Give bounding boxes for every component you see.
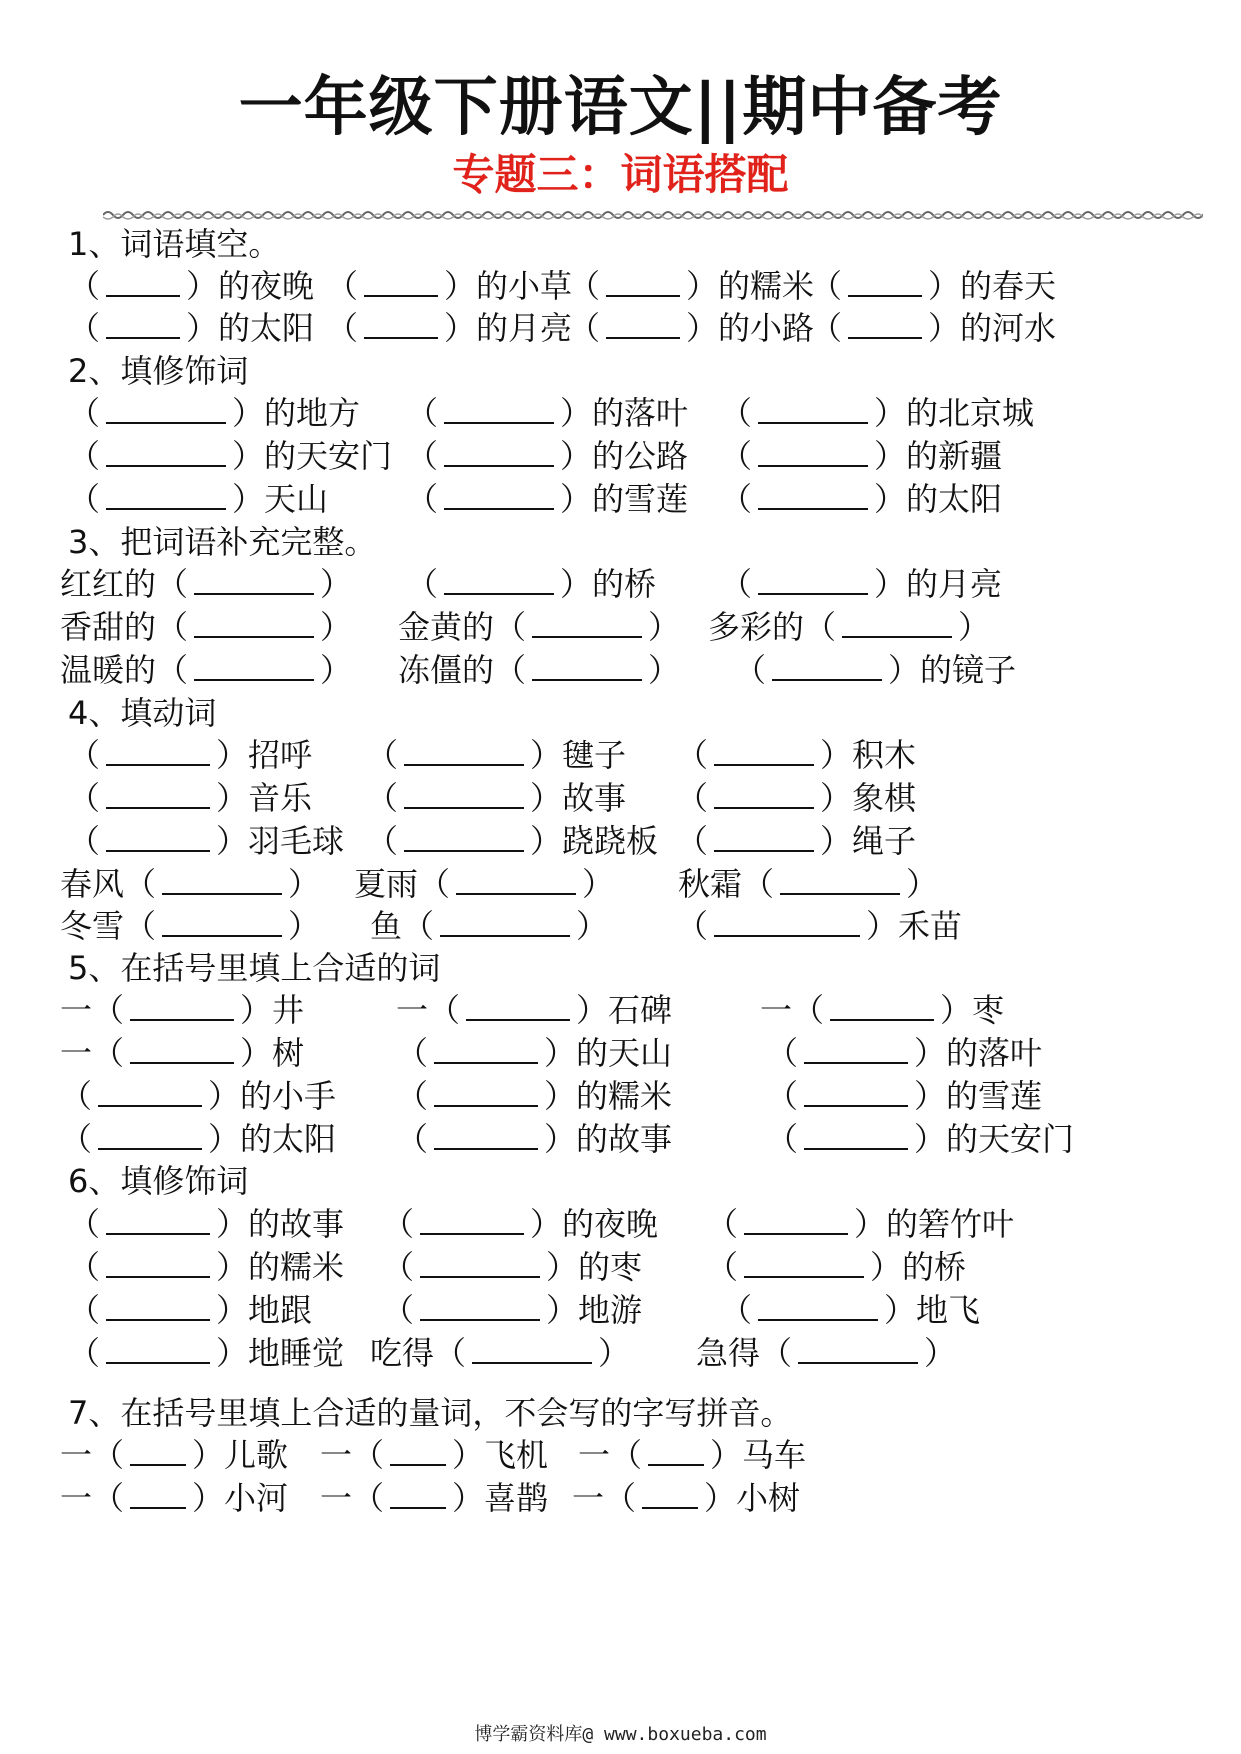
item-suffix: ） (598, 1334, 631, 1372)
answer-blank[interactable] (758, 443, 868, 467)
fill-item (68, 393, 360, 433)
fill-item (578, 1435, 806, 1475)
fill-item (68, 1333, 344, 1373)
answer-blank[interactable] (842, 614, 952, 638)
item-suffix: ）的故事 (544, 1120, 673, 1158)
fill-item (766, 1076, 1042, 1116)
item-suffix: ） (320, 651, 353, 689)
fill-item (60, 864, 320, 904)
answer-blank[interactable] (772, 657, 882, 681)
answer-blank[interactable] (804, 1083, 908, 1107)
answer-blank[interactable] (390, 1442, 446, 1466)
item-prefix: 金黄的（ (398, 608, 527, 646)
fill-item (766, 1033, 1042, 1073)
answer-blank[interactable] (106, 273, 180, 297)
fill-item (810, 266, 1056, 306)
item-prefix: （ (68, 309, 101, 347)
answer-blank[interactable] (472, 1340, 592, 1364)
item-suffix: ）喜鹊 (452, 1479, 549, 1517)
item-suffix: ）地飞 (884, 1291, 981, 1329)
fill-item (326, 308, 572, 348)
item-prefix: （ (68, 394, 101, 432)
answer-blank[interactable] (606, 273, 680, 297)
answer-blank[interactable] (444, 486, 554, 510)
fill-item (382, 1290, 642, 1330)
item-suffix: ） (320, 565, 353, 603)
item-prefix: 急得（ (696, 1334, 793, 1372)
answer-blank[interactable] (466, 997, 570, 1021)
item-prefix: 温暖的（ (60, 651, 189, 689)
fill-item (396, 1033, 672, 1073)
item-prefix: （ (396, 1034, 429, 1072)
answer-blank[interactable] (130, 1485, 186, 1509)
answer-blank[interactable] (98, 1126, 202, 1150)
fill-item (60, 1478, 288, 1518)
fill-item (766, 1119, 1074, 1159)
fill-item (370, 906, 608, 946)
item-suffix: ）的太阳 (874, 480, 1003, 518)
fill-item (406, 436, 688, 476)
answer-blank[interactable] (98, 1083, 202, 1107)
fill-item (60, 607, 352, 647)
item-suffix: ）的月亮 (874, 565, 1003, 603)
section-heading: 1、词语填空。 (68, 225, 281, 263)
fill-item (382, 1204, 658, 1244)
item-suffix: ）毽子 (530, 736, 627, 774)
fill-item (396, 1076, 672, 1116)
answer-blank[interactable] (162, 913, 282, 937)
fill-item (60, 564, 352, 604)
item-suffix: ）井 (240, 991, 305, 1029)
item-suffix: ）的小草 (444, 267, 573, 305)
answer-blank[interactable] (744, 1254, 864, 1278)
item-prefix: （ (366, 736, 399, 774)
answer-blank[interactable] (364, 315, 438, 339)
item-prefix: （ (68, 437, 101, 475)
fill-item (676, 821, 916, 861)
item-prefix: 一（ (320, 1479, 385, 1517)
item-prefix: （ (406, 480, 439, 518)
answer-blank[interactable] (420, 1297, 540, 1321)
item-suffix: ）的夜晚 (186, 267, 315, 305)
item-suffix: ）的落叶 (560, 394, 689, 432)
answer-blank[interactable] (434, 1083, 538, 1107)
item-suffix: ）的落叶 (914, 1034, 1043, 1072)
item-prefix: 吃得（ (370, 1334, 467, 1372)
item-prefix: （ (706, 1205, 739, 1243)
answer-blank[interactable] (106, 1340, 210, 1364)
answer-blank[interactable] (444, 400, 554, 424)
answer-blank[interactable] (106, 742, 210, 766)
fill-item (810, 308, 1056, 348)
item-prefix: 春风（ (60, 865, 157, 903)
fill-item (370, 1333, 630, 1373)
item-suffix: ）的河水 (928, 309, 1057, 347)
answer-blank[interactable] (804, 1126, 908, 1150)
item-prefix: （ (68, 267, 101, 305)
item-prefix: （ (406, 394, 439, 432)
item-prefix: 香甜的（ (60, 608, 189, 646)
answer-blank[interactable] (714, 828, 814, 852)
section-heading: 5、在括号里填上合适的词 (68, 949, 441, 987)
item-prefix: （ (68, 822, 101, 860)
answer-blank[interactable] (830, 997, 934, 1021)
item-suffix: ）的糯米 (544, 1077, 673, 1115)
fill-item (696, 1333, 956, 1373)
answer-blank[interactable] (444, 443, 554, 467)
fill-item (60, 1033, 304, 1073)
fill-item (406, 564, 656, 604)
item-prefix: 夏雨（ (354, 865, 451, 903)
section-heading: 7、在括号里填上合适的量词，不会写的字写拼音。 (68, 1394, 793, 1432)
answer-blank[interactable] (404, 785, 524, 809)
item-prefix: （ (766, 1034, 799, 1072)
fill-item (68, 266, 314, 306)
item-prefix: （ (396, 1077, 429, 1115)
item-suffix: ）的天山 (544, 1034, 673, 1072)
fill-item (354, 864, 614, 904)
item-suffix: ）的雪莲 (560, 480, 689, 518)
fill-item (60, 1119, 336, 1159)
item-prefix: （ (396, 1120, 429, 1158)
fill-item (60, 1076, 336, 1116)
item-suffix: ）绳子 (820, 822, 917, 860)
answer-blank[interactable] (532, 614, 642, 638)
item-suffix: ）的桥 (870, 1248, 967, 1286)
fill-item (68, 479, 328, 519)
item-prefix: （ (568, 267, 601, 305)
item-suffix: ）天山 (232, 480, 329, 518)
fill-item (406, 393, 688, 433)
item-prefix: （ (406, 437, 439, 475)
item-prefix: （ (720, 1291, 753, 1329)
fill-item (320, 1435, 548, 1475)
fill-item (320, 1478, 548, 1518)
item-prefix: 一（ (320, 1436, 385, 1474)
fill-item (68, 436, 392, 476)
item-prefix: （ (68, 1291, 101, 1329)
fill-item (734, 650, 1016, 690)
item-prefix: （ (68, 736, 101, 774)
answer-blank[interactable] (456, 871, 576, 895)
item-suffix: ） (576, 907, 609, 945)
answer-blank[interactable] (106, 486, 226, 510)
item-suffix: ）的北京城 (874, 394, 1035, 432)
answer-blank[interactable] (780, 871, 900, 895)
item-suffix: ）禾苗 (866, 907, 963, 945)
fill-item (60, 1435, 288, 1475)
item-prefix: 一（ (396, 991, 461, 1029)
wavy-divider (103, 208, 1203, 222)
fill-item (720, 393, 1034, 433)
answer-blank[interactable] (106, 400, 226, 424)
item-prefix: （ (568, 309, 601, 347)
section-heading: 6、填修饰词 (68, 1162, 249, 1200)
item-suffix: ） (320, 608, 353, 646)
item-suffix: ） (648, 651, 681, 689)
item-prefix: （ (68, 779, 101, 817)
item-suffix: ）的小路 (686, 309, 815, 347)
item-prefix: （ (60, 1120, 93, 1158)
fill-item (366, 778, 626, 818)
fill-item (760, 990, 1004, 1030)
fill-item (68, 1247, 344, 1287)
answer-blank[interactable] (642, 1485, 698, 1509)
item-suffix: ）儿歌 (192, 1436, 289, 1474)
item-prefix: 一（ (60, 1436, 125, 1474)
answer-blank[interactable] (714, 785, 814, 809)
fill-item (396, 990, 672, 1030)
section-heading: 4、填动词 (68, 694, 217, 732)
item-prefix: （ (68, 1248, 101, 1286)
answer-blank[interactable] (606, 315, 680, 339)
item-suffix: ）故事 (530, 779, 627, 817)
item-prefix: （ (720, 394, 753, 432)
answer-blank[interactable] (420, 1211, 524, 1235)
item-prefix: （ (720, 437, 753, 475)
answer-blank[interactable] (758, 1297, 878, 1321)
answer-blank[interactable] (434, 1040, 538, 1064)
answer-blank[interactable] (404, 828, 524, 852)
item-suffix: ）小树 (704, 1479, 801, 1517)
fill-item (382, 1247, 642, 1287)
item-suffix: ）枣 (940, 991, 1005, 1029)
fill-item (398, 607, 680, 647)
fill-item (326, 266, 572, 306)
answer-blank[interactable] (162, 871, 282, 895)
item-prefix: 多彩的（ (708, 608, 837, 646)
fill-item (406, 479, 688, 519)
item-prefix: 一（ (760, 991, 825, 1029)
answer-blank[interactable] (106, 828, 210, 852)
page-title: 一年级下册语文||期中备考 (238, 71, 1003, 145)
item-suffix: ）积木 (820, 736, 917, 774)
fill-item (676, 735, 916, 775)
answer-blank[interactable] (420, 1254, 540, 1278)
item-suffix: ）招呼 (216, 736, 313, 774)
section-heading: 2、填修饰词 (68, 352, 249, 390)
fill-item (720, 436, 1002, 476)
item-prefix: （ (382, 1205, 415, 1243)
fill-item (68, 735, 312, 775)
item-suffix: ） (648, 608, 681, 646)
item-suffix: ） (582, 865, 615, 903)
item-prefix: （ (766, 1120, 799, 1158)
item-prefix: （ (706, 1248, 739, 1286)
item-suffix: ）地跟 (216, 1291, 313, 1329)
item-prefix: 冬雪（ (60, 907, 157, 945)
item-suffix: ）的箬竹叶 (854, 1205, 1015, 1243)
item-prefix: （ (60, 1077, 93, 1115)
item-prefix: （ (676, 779, 709, 817)
item-suffix: ）的夜晚 (530, 1205, 659, 1243)
item-prefix: （ (366, 822, 399, 860)
item-suffix: ）的天安门 (914, 1120, 1075, 1158)
item-suffix: ）音乐 (216, 779, 313, 817)
item-prefix: （ (676, 736, 709, 774)
answer-blank[interactable] (714, 742, 814, 766)
fill-item (60, 906, 320, 946)
item-prefix: 一（ (578, 1436, 643, 1474)
item-suffix: ）跷跷板 (530, 822, 659, 860)
item-prefix: 秋霜（ (678, 865, 775, 903)
fill-item (706, 1247, 966, 1287)
fill-item (676, 778, 916, 818)
fill-item (708, 607, 990, 647)
item-prefix: 红红的（ (60, 565, 189, 603)
item-suffix: ）马车 (710, 1436, 807, 1474)
section-heading: 3、把词语补充完整。 (68, 523, 377, 561)
fill-item (396, 1119, 672, 1159)
answer-blank[interactable] (434, 1126, 538, 1150)
item-prefix: （ (68, 480, 101, 518)
answer-blank[interactable] (648, 1442, 704, 1466)
item-suffix: ）地游 (546, 1291, 643, 1329)
item-suffix: ）羽毛球 (216, 822, 345, 860)
fill-item (398, 650, 680, 690)
fill-item (720, 1290, 980, 1330)
item-prefix: （ (720, 565, 753, 603)
answer-blank[interactable] (194, 657, 314, 681)
item-prefix: 冻僵的（ (398, 651, 527, 689)
fill-item (366, 735, 626, 775)
answer-blank[interactable] (848, 315, 922, 339)
fill-item (68, 1290, 312, 1330)
fill-item (68, 308, 314, 348)
item-prefix: （ (326, 267, 359, 305)
item-prefix: （ (720, 480, 753, 518)
item-prefix: 一（ (60, 1034, 125, 1072)
answer-blank[interactable] (758, 400, 868, 424)
fill-item (572, 1478, 800, 1518)
item-prefix: （ (68, 1334, 101, 1372)
item-suffix: ）的糯米 (686, 267, 815, 305)
item-suffix: ）的故事 (216, 1205, 345, 1243)
fill-item (60, 990, 304, 1030)
fill-item (68, 1204, 344, 1244)
item-suffix: ）小河 (192, 1479, 289, 1517)
item-suffix: ）的镜子 (888, 651, 1017, 689)
item-suffix: ）的糯米 (216, 1248, 345, 1286)
item-suffix: ）象棋 (820, 779, 917, 817)
item-prefix: （ (68, 1205, 101, 1243)
answer-blank[interactable] (194, 614, 314, 638)
answer-blank[interactable] (532, 657, 642, 681)
item-prefix: 一（ (60, 991, 125, 1029)
fill-item (676, 906, 962, 946)
footer-watermark: 博学霸资料库@ www.boxueba.com (474, 1724, 767, 1745)
item-suffix: ） (906, 865, 939, 903)
item-suffix: ）的太阳 (186, 309, 315, 347)
page-subtitle: 专题三：词语搭配 (452, 150, 789, 199)
answer-blank[interactable] (404, 742, 524, 766)
answer-blank[interactable] (106, 443, 226, 467)
item-prefix: （ (676, 822, 709, 860)
item-suffix: ）的地方 (232, 394, 361, 432)
item-suffix: ）的月亮 (444, 309, 573, 347)
item-suffix: ）的雪莲 (914, 1077, 1043, 1115)
item-prefix: 鱼（ (370, 907, 435, 945)
item-prefix: （ (676, 907, 709, 945)
item-prefix: （ (382, 1291, 415, 1329)
item-suffix: ） (288, 865, 321, 903)
item-suffix: ） (288, 907, 321, 945)
fill-item (68, 778, 312, 818)
item-suffix: ） (958, 608, 991, 646)
answer-blank[interactable] (804, 1040, 908, 1064)
item-prefix: （ (382, 1248, 415, 1286)
fill-item (568, 266, 814, 306)
answer-blank[interactable] (758, 571, 868, 595)
item-suffix: ）的天安门 (232, 437, 393, 475)
answer-blank[interactable] (848, 273, 922, 297)
fill-item (60, 650, 352, 690)
answer-blank[interactable] (106, 315, 180, 339)
fill-item (720, 564, 1002, 604)
answer-blank[interactable] (130, 1040, 234, 1064)
answer-blank[interactable] (744, 1211, 848, 1235)
answer-blank[interactable] (714, 913, 860, 937)
answer-blank[interactable] (194, 571, 314, 595)
item-prefix: （ (810, 309, 843, 347)
answer-blank[interactable] (798, 1340, 918, 1364)
item-suffix: ）树 (240, 1034, 305, 1072)
answer-blank[interactable] (444, 571, 554, 595)
item-suffix: ）的太阳 (208, 1120, 337, 1158)
fill-item (720, 479, 1002, 519)
answer-blank[interactable] (106, 1254, 210, 1278)
answer-blank[interactable] (364, 273, 438, 297)
fill-item (68, 821, 344, 861)
answer-blank[interactable] (106, 1297, 210, 1321)
fill-item (366, 821, 658, 861)
item-suffix: ）石碑 (576, 991, 673, 1029)
answer-blank[interactable] (106, 1211, 210, 1235)
answer-blank[interactable] (390, 1485, 446, 1509)
fill-item (568, 308, 814, 348)
item-prefix: （ (366, 779, 399, 817)
item-suffix: ）飞机 (452, 1436, 549, 1474)
item-prefix: （ (406, 565, 439, 603)
item-suffix: ） (924, 1334, 957, 1372)
fill-item (706, 1204, 1014, 1244)
item-prefix: （ (734, 651, 767, 689)
item-suffix: ）地睡觉 (216, 1334, 345, 1372)
item-prefix: （ (326, 309, 359, 347)
item-prefix: 一（ (60, 1479, 125, 1517)
answer-blank[interactable] (130, 997, 234, 1021)
answer-blank[interactable] (758, 486, 868, 510)
item-suffix: ）的新疆 (874, 437, 1003, 475)
answer-blank[interactable] (106, 785, 210, 809)
fill-item (678, 864, 938, 904)
item-suffix: ）的枣 (546, 1248, 643, 1286)
item-prefix: 一（ (572, 1479, 637, 1517)
answer-blank[interactable] (440, 913, 570, 937)
item-suffix: ）的小手 (208, 1077, 337, 1115)
item-prefix: （ (766, 1077, 799, 1115)
answer-blank[interactable] (130, 1442, 186, 1466)
item-prefix: （ (810, 267, 843, 305)
item-suffix: ）的桥 (560, 565, 657, 603)
item-suffix: ）的公路 (560, 437, 689, 475)
item-suffix: ）的春天 (928, 267, 1057, 305)
